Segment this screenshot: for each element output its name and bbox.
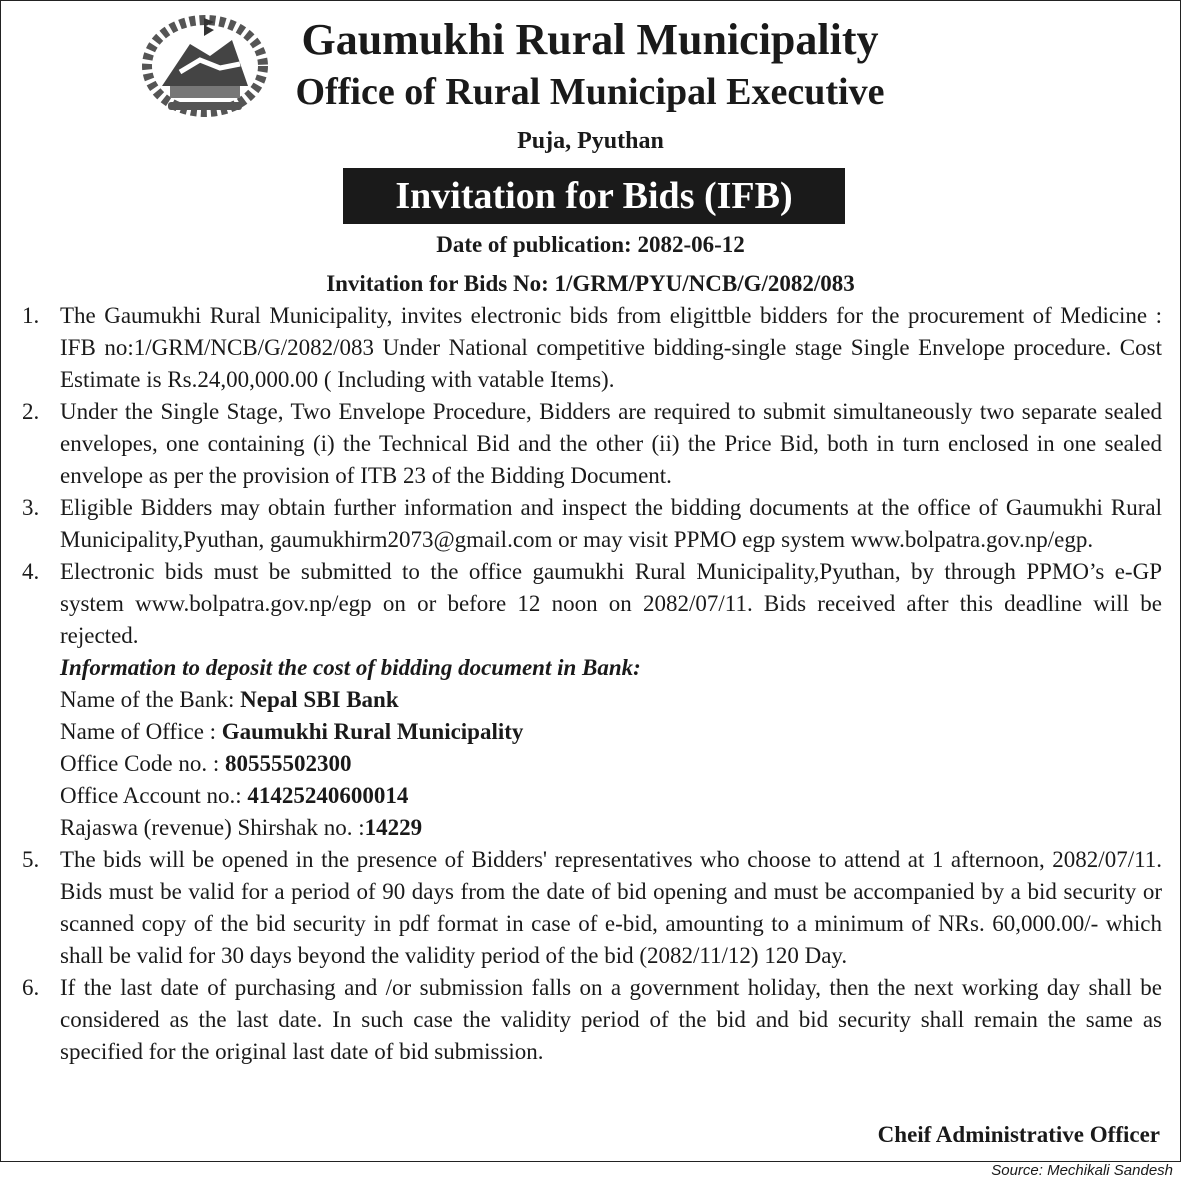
ifb-banner: Invitation for Bids (IFB): [343, 168, 845, 224]
list-item: [22, 556, 1162, 652]
bank-row-label: Office Account no.:: [60, 783, 248, 808]
bank-row: [60, 812, 1162, 844]
item-number: 3.: [22, 495, 40, 520]
item-number: 6.: [22, 975, 40, 1000]
office-title: Office of Rural Municipal Executive: [295, 71, 885, 113]
item-text: If the last date of purchasing and /or submission falls on a government holiday, then the next working day shall be considered as the last date. In such case the validity period of the bid and bid security shall remain the same as specified for the original last date of bid submission.: [60, 975, 1162, 1064]
bank-info: [60, 652, 1162, 844]
bank-row-value: Gaumukhi Rural Municipality: [221, 719, 524, 744]
list-item: [22, 492, 1162, 556]
ifb-number: Invitation for Bids No: 1/GRM/PYU/NCB/G/2082/083: [326, 271, 855, 296]
item-text: Eligible Bidders may obtain further information and inspect the bidding documents at the office of Gaumukhi Rural Municipality,Pyuthan, gaumukhirm2073@gmail.com or may visit PPMO egp system www.bolpatra.gov.np/egp.: [60, 495, 1162, 552]
bank-row-label: Rajaswa (revenue) Shirshak no. :: [60, 815, 365, 840]
bank-row: [60, 780, 1162, 812]
item-number: 2.: [22, 399, 40, 424]
item-text: Under the Single Stage, Two Envelope Procedure, Bidders are required to submit simultaneously two separate sealed envelopes, one containing (i) the Technical Bid and the other (ii) the Price Bid, both in turn enclosed in one sealed envelope as per the provision of ITB 23 of the Bidding Document.: [60, 399, 1162, 488]
bank-row: [60, 716, 1162, 748]
bank-row-value: 14229: [364, 815, 423, 840]
item-text: Electronic bids must be submitted to the office gaumukhi Rural Municipality,Pyuthan, by through PPMO’s e-GP system www.bolpatra.gov.np/egp on or before 12 noon on 2082/07/11. Bids received after this deadline will be rejected.: [60, 559, 1162, 648]
bank-row: [60, 748, 1162, 780]
municipality-title: Gaumukhi Rural Municipality: [301, 15, 879, 64]
item-text: The bids will be opened in the presence of Bidders' representatives who choose to attend at 1 afternoon, 2082/07/11. Bids must be valid for a period of 90 days from the date of bid opening and must be accompanied by a bid security or scanned copy of the bid security in pdf format in case of e-bid, amounting to a minimum of NRs. 60,000.00/- which shall be valid for 30 days beyond the validity period of the bid (2082/11/12) 120 Day.: [60, 847, 1162, 968]
notice-body: [22, 300, 1162, 1068]
signature: Cheif Administrative Officer: [877, 1122, 1160, 1147]
item-number: 4.: [22, 559, 40, 584]
list-item: [22, 972, 1162, 1068]
item-number: 5.: [22, 847, 40, 872]
item-number: 1.: [22, 303, 40, 328]
source-credit: Source: Mechikali Sandesh: [991, 1162, 1173, 1179]
bank-row-label: Name of Office :: [60, 719, 222, 744]
bank-row-value: 41425240600014: [247, 783, 409, 808]
bank-info-heading: Information to deposit the cost of bidding document in Bank:: [60, 655, 641, 680]
item-text: The Gaumukhi Rural Municipality, invites electronic bids from eligittble bidders for the procurement of Medicine : IFB no:1/GRM/NCB/G/2082/083 Under National competitive bidding-single stage Single Envelope procedure. Cost Estimate is Rs.24,00,000.00 ( Including with vatable Items).: [60, 303, 1162, 392]
list-item: [22, 844, 1162, 972]
location: Puja, Pyuthan: [517, 128, 664, 154]
publication-date: Date of publication: 2082-06-12: [436, 232, 745, 257]
bank-row-label: Office Code no. :: [60, 751, 226, 776]
bank-row-value: 80555502300: [225, 751, 352, 776]
list-item: [22, 396, 1162, 492]
bank-row: [60, 684, 1162, 716]
list-item: [22, 300, 1162, 396]
bank-row-label: Name of the Bank:: [60, 687, 241, 712]
bank-row-value: Nepal SBI Bank: [240, 687, 399, 712]
